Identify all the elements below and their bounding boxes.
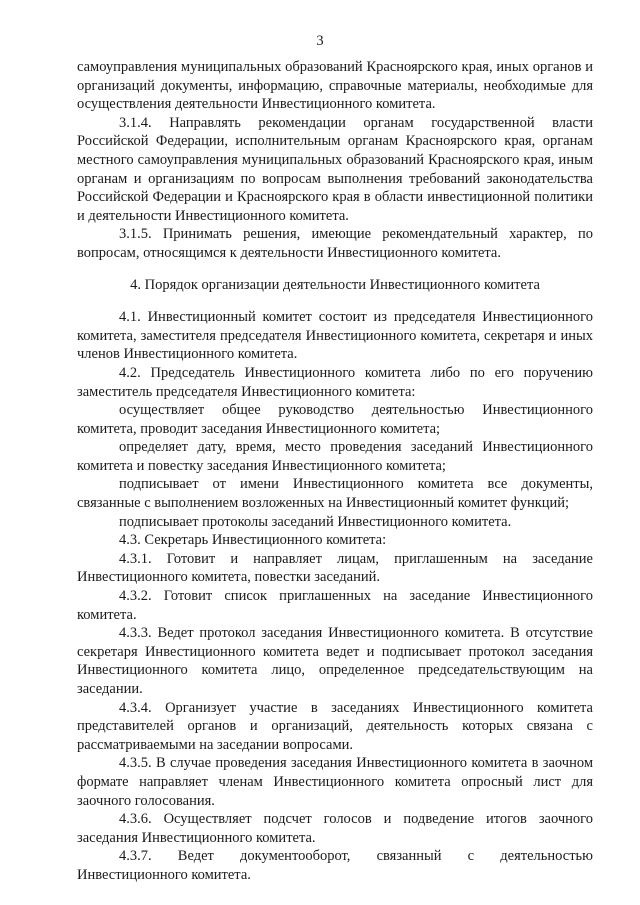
document-body (77, 58, 593, 885)
paragraph-4-3-2: 4.3.2. Готовит список приглашенных на заседание Инвестиционного комитета. (77, 588, 593, 623)
list-item: осуществляет общее руководство деятельностью Инвестиционного комитета, проводит заседания Инвестиционного комитета; (77, 402, 593, 437)
paragraph-4-3-7: 4.3.7. Ведет документооборот, связанный с деятельностью Инвестиционного комитета. (77, 848, 593, 883)
paragraph-4-3-6: 4.3.6. Осуществляет подсчет голосов и подведение итогов заочного заседания Инвестиционного комитета. (77, 811, 593, 846)
paragraph-4-3-3: 4.3.3. Ведет протокол заседания Инвестиционного комитета. В отсутствие секретаря Инвестиционного комитета ведет и подписывает протокол заседания Инвестиционного комитета лицо, определенное председательствующим на заседании. (77, 625, 593, 697)
paragraph-4-3-4: 4.3.4. Организует участие в заседаниях Инвестиционного комитета представителей органов и организаций, деятельность которых связана с рассматриваемыми на заседании вопросами. (77, 699, 593, 753)
paragraph-4-3-1: 4.3.1. Готовит и направляет лицам, приглашенным на заседание Инвестиционного комитета, повестки заседаний. (77, 550, 593, 586)
paragraph-3-1-5: 3.1.5. Принимать решения, имеющие рекомендательный характер, по вопросам, относящимся к деятельности Инвестиционного комитета. (77, 226, 593, 261)
page-number: 3 (316, 33, 324, 49)
section-heading: 4. Порядок организации деятельности Инвестиционного комитета (130, 276, 540, 293)
list-item: определяет дату, время, место проведения заседаний Инвестиционного комитета и повестку заседания Инвестиционного комитета; (77, 439, 593, 474)
paragraph-4-2: 4.2. Председатель Инвестиционного комитета либо по его поручению заместитель председателя Инвестиционного комитета: (77, 364, 593, 400)
list-item: подписывает протоколы заседаний Инвестиционного комитета. (119, 513, 512, 530)
paragraph-3-1-4: 3.1.4. Направлять рекомендации органам государственной власти Российской Федерации, исполнительным органам Красноярского края, органам местного самоуправления муниципальных образований Красноярского края, иным органам и организациям по вопросам выполнения требований законодательства Российской Федерации и Красноярского края в области инвестиционной политики и деятельности Инвестиционного комитета. (77, 114, 593, 224)
paragraph-continuation: самоуправления муниципальных образований Красноярского края, иных органов и организаций документы, информацию, справочные материалы, необходимые для осуществления деятельности Инвестиционного комитета. (77, 59, 593, 113)
paragraph-4-3-5: 4.3.5. В случае проведения заседания Инвестиционного комитета в заочном формате направляет членам Инвестиционного комитета опросный лист для заочного голосования. (77, 755, 593, 809)
paragraph-4-1: 4.1. Инвестиционный комитет состоит из председателя Инвестиционного комитета, заместителя председателя Инвестиционного комитета, секретаря и иных членов Инвестиционного комитета. (77, 309, 593, 363)
paragraph-4-3: 4.3. Секретарь Инвестиционного комитета: (119, 532, 387, 549)
list-item: подписывает от имени Инвестиционного комитета все документы, связанные с выполнением возложенных на Инвестиционный комитет функций; (77, 476, 593, 512)
